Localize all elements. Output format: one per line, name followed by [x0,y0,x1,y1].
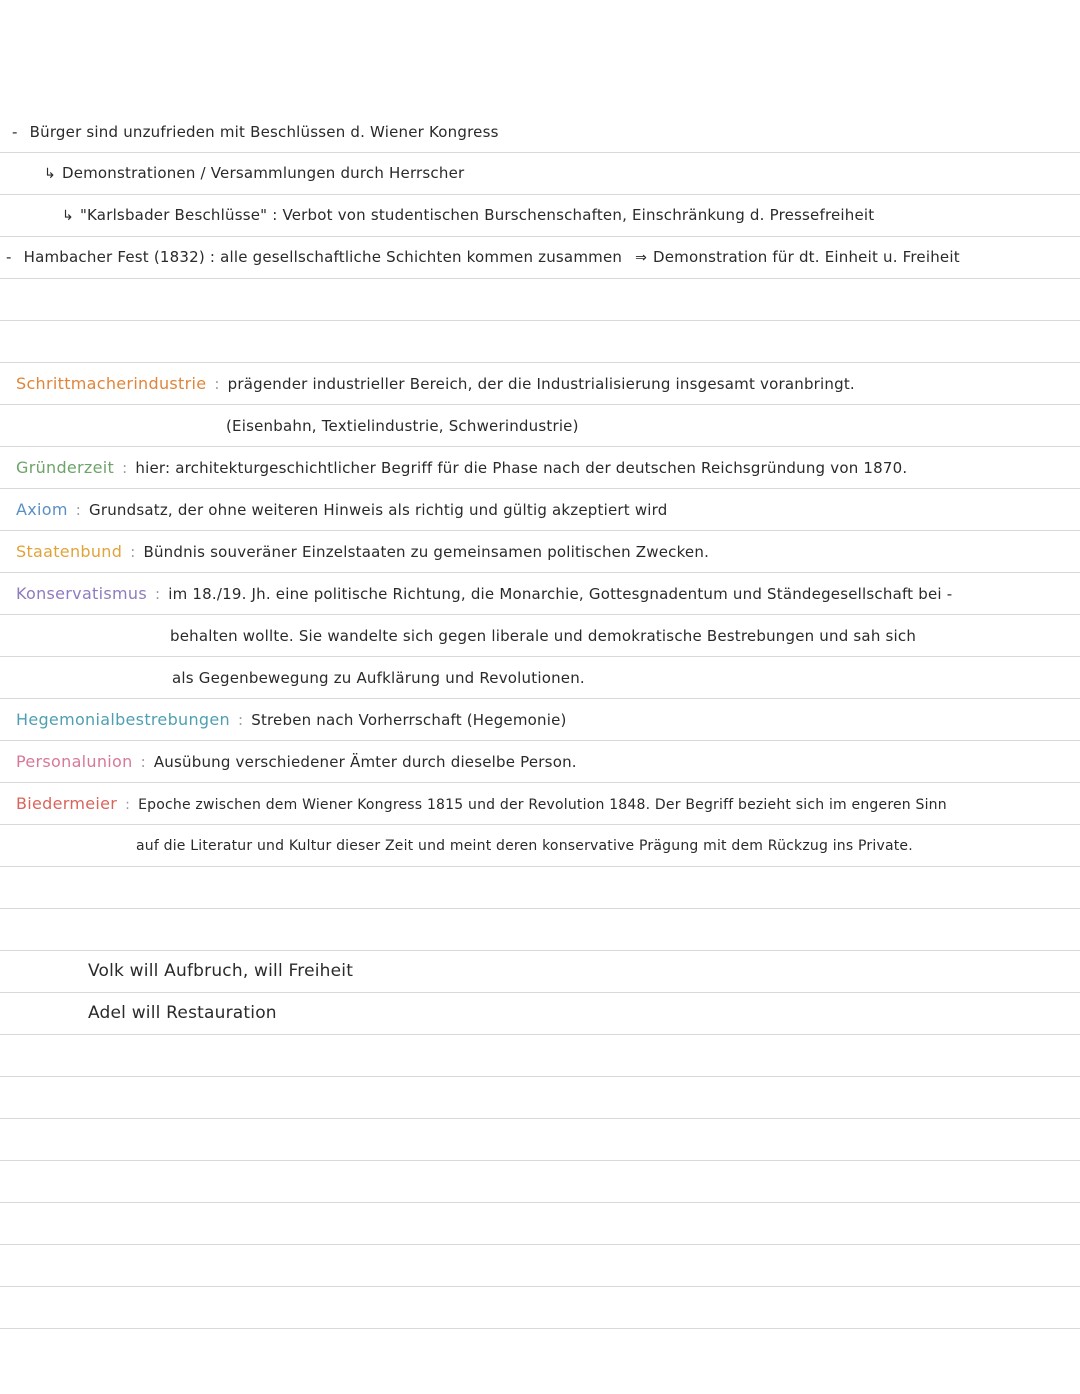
glossary-entry-hegemonialbestrebungen: Hegemonialbestrebungen : Streben nach Vorherrschaft (Hegemonie) [16,710,567,729]
glossary-entry-axiom: Axiom : Grundsatz, der ohne weiteren Hinweis als richtig und gültig akzeptiert wird [16,500,668,519]
glossary-entry-schrittmacherindustrie: Schrittmacherindustrie : prägender industrieller Bereich, der die Industrialisierung insgesamt voranbringt. [16,374,855,393]
ruled-line [0,614,1080,615]
glossary-entry-staatenbund: Staatenbund : Bündnis souveräner Einzelstaaten zu gemeinsamen politischen Zwecken. [16,542,710,561]
ruled-line [0,698,1080,699]
glossary-entry-personalunion: Personalunion : Ausübung verschiedener Ämter durch dieselbe Person. [16,752,577,771]
summary-line-1: Volk will Aufbruch, will Freiheit [88,961,354,981]
glossary-definition: Grundsatz, der ohne weiteren Hinweis als richtig und gültig akzeptiert wird [89,501,668,519]
ruled-line [0,1244,1080,1245]
note-text: Demonstration für dt. Einheit u. Freiheit [653,248,960,266]
glossary-term: Personalunion [16,752,133,771]
dash-icon: - [12,123,18,141]
ruled-line [0,278,1080,279]
ruled-line [0,446,1080,447]
ruled-line [0,656,1080,657]
ruled-line [0,1118,1080,1119]
glossary-definition: Streben nach Vorherrschaft (Hegemonie) [251,711,567,729]
ruled-line [0,992,1080,993]
ruled-line [0,782,1080,783]
note-text: Hambacher Fest (1832) : alle gesellschaftliche Schichten kommen zusammen [23,248,623,266]
ruled-line [0,236,1080,237]
note-line-2 [44,163,464,184]
ruled-line [0,1034,1080,1035]
note-text: "Karlsbader Beschlüsse" : Verbot von studentischen Burschenschaften, Einschränkung d. Pressefreiheit [79,206,875,224]
glossary-entry-biedermeier: Biedermeier : Epoche zwischen dem Wiener Kongress 1815 und der Revolution 1848. Der Begriff bezieht sich im engeren Sinn [16,794,947,813]
ruled-line [0,866,1080,867]
glossary-definition-continued: auf die Literatur und Kultur dieser Zeit und meint deren konservative Prägung mit dem Rückzug ins Private. [136,838,913,854]
glossary-term: Biedermeier [16,794,118,813]
glossary-definition: Epoche zwischen dem Wiener Kongress 1815 und der Revolution 1848. Der Begriff bezieht sich im engeren Sinn [138,797,947,813]
glossary-entry-gruenderzeit: Gründerzeit : hier: architekturgeschichtlicher Begriff für die Phase nach der deutschen Reichsgründung von 1870. [16,458,908,477]
glossary-entry-konservatismus: Konservatismus : im 18./19. Jh. eine politische Richtung, die Monarchie, Gottesgnadentum und Ständegesellschaft bei - [16,584,953,603]
ruled-line [0,950,1080,951]
glossary-term: Staatenbund [16,542,123,561]
arrow-return-icon: ↳ [44,166,56,182]
summary-line-2: Adel will Restauration [88,1003,277,1023]
glossary-definition: Bündnis souveräner Einzelstaaten zu gemeinsamen politischen Zwecken. [143,543,710,561]
glossary-term: Konservatismus [16,584,147,603]
note-line-1 [12,122,499,142]
glossary-term: Hegemonialbestrebungen [16,710,230,729]
glossary-definition-continued: behalten wollte. Sie wandelte sich gegen liberale und demokratische Bestrebungen und sah sich [170,627,917,645]
note-text: Demonstrationen / Versammlungen durch Herrscher [61,164,465,182]
glossary-definition: hier: architekturgeschichtlicher Begriff für die Phase nach der deutschen Reichsgründung von 1870. [135,459,908,477]
glossary-definition: Ausübung verschiedener Ämter durch dieselbe Person. [153,753,577,771]
ruled-line [0,194,1080,195]
ruled-line [0,1202,1080,1203]
ruled-line [0,1160,1080,1161]
arrow-return-icon: ↳ [62,208,74,224]
note-line-3 [62,205,874,226]
ruled-line [0,1328,1080,1329]
implies-arrow-icon: ⇒ [635,250,647,266]
glossary-term: Gründerzeit [16,458,115,477]
ruled-line [0,152,1080,153]
ruled-line [0,320,1080,321]
ruled-line [0,362,1080,363]
glossary-term: Axiom [16,500,68,519]
glossary-term: Schrittmacherindustrie [16,374,207,393]
ruled-line [0,404,1080,405]
note-text: Bürger sind unzufrieden mit Beschlüssen d. Wiener Kongress [29,123,499,141]
ruled-line [0,488,1080,489]
glossary-definition: prägender industrieller Bereich, der die Industrialisierung insgesamt voranbringt. [227,375,855,393]
dash-icon: - [6,248,12,266]
ruled-line [0,1076,1080,1077]
ruled-line [0,908,1080,909]
note-line-4 [6,247,960,268]
glossary-definition-continued: als Gegenbewegung zu Aufklärung und Revolutionen. [172,669,585,687]
glossary-definition: im 18./19. Jh. eine politische Richtung, die Monarchie, Gottesgnadentum und Ständegesellschaft bei - [168,585,953,603]
ruled-line [0,824,1080,825]
ruled-line [0,572,1080,573]
glossary-definition-continued: (Eisenbahn, Textielindustrie, Schwerindustrie) [226,417,579,435]
ruled-line [0,1286,1080,1287]
ruled-line [0,530,1080,531]
ruled-line [0,740,1080,741]
